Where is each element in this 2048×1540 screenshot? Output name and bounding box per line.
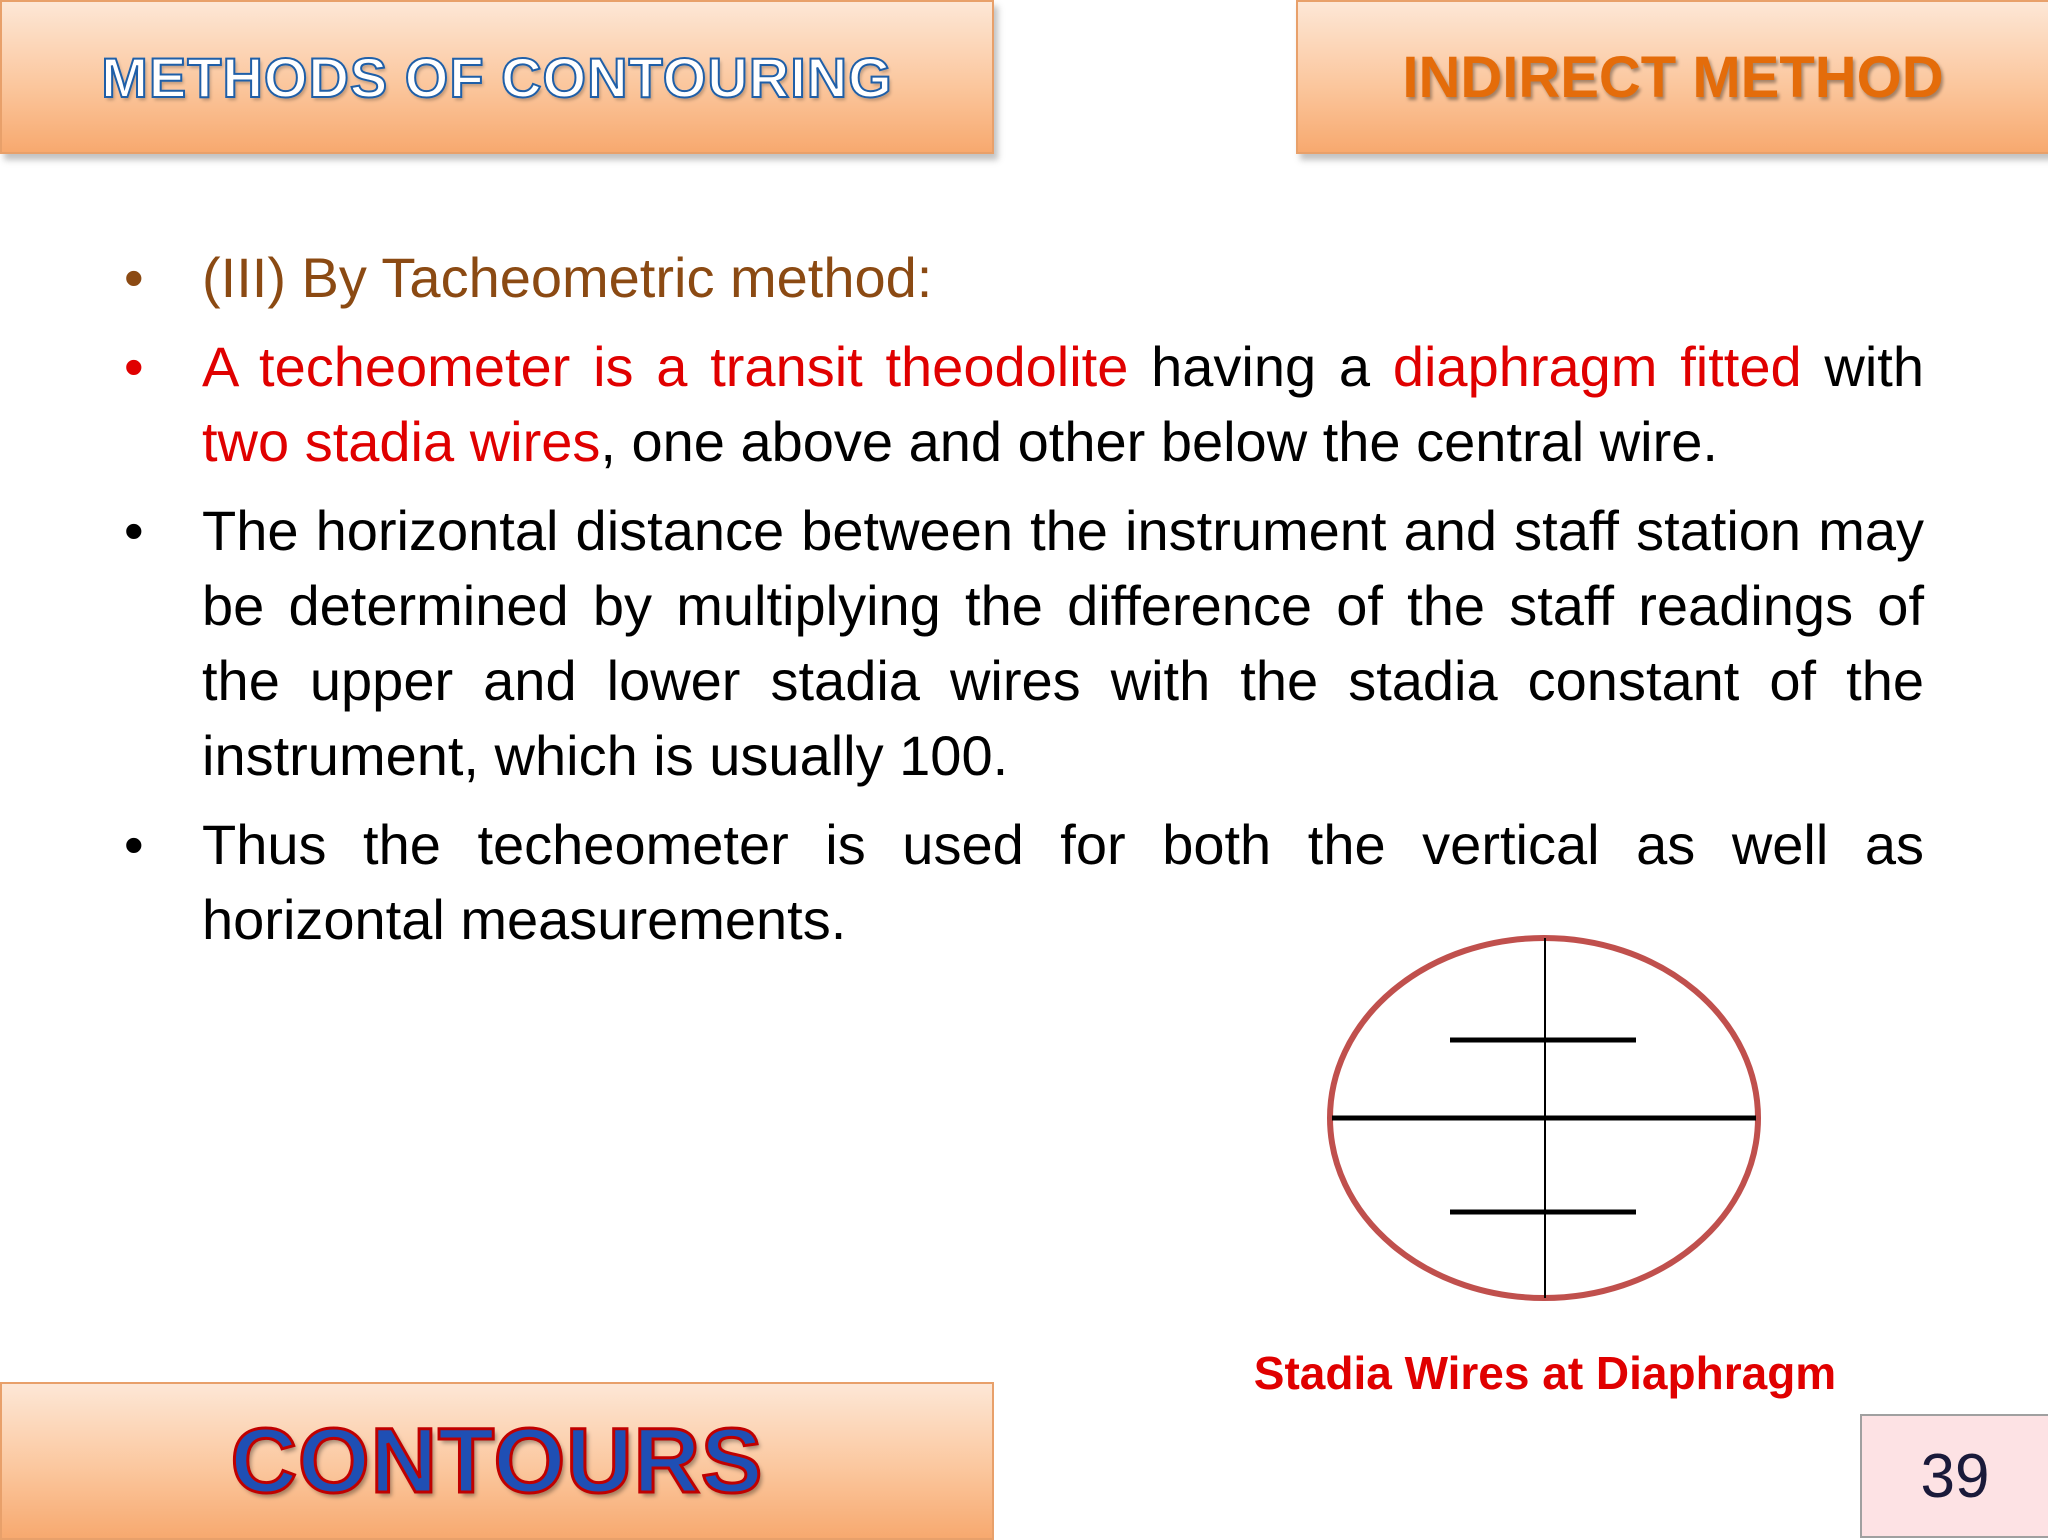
definition-highlight-1: A techeometer is a transit theodolite xyxy=(202,335,1129,398)
usage-text: Thus the techeometer is used for both the vertical as well as horizontal measurements. xyxy=(202,813,1924,951)
definition-highlight-2: diaphragm fitted xyxy=(1392,335,1802,398)
definition-highlight-3: two stadia wires xyxy=(202,410,601,473)
definition-text-2: with xyxy=(1801,335,1924,398)
definition-text-1: having a xyxy=(1128,335,1393,398)
footer-banner xyxy=(0,1382,994,1540)
section-title: METHODS OF CONTOURING xyxy=(101,45,893,109)
page-number-box xyxy=(1860,1414,2048,1538)
bullet-heading xyxy=(118,240,1924,315)
header-right-banner xyxy=(1296,0,2048,154)
header-left-banner xyxy=(0,0,994,154)
stadia-diaphragm-diagram xyxy=(1320,930,1770,1310)
diagram-caption: Stadia Wires at Diaphragm xyxy=(1253,1347,1837,1399)
footer-title: CONTOURS xyxy=(230,1409,764,1512)
horizontal-distance-text: The horizontal distance between the instrument and staff station may be determined by multiplying the difference of the staff readings of the upper and lower stadia wires with the stadia constant of the instrument, which is usually 100. xyxy=(202,499,1924,787)
definition-text-3: , one above and other below the central wire. xyxy=(600,410,1718,473)
bullet-horizontal-distance xyxy=(118,493,1924,793)
heading-text: (III) By Tacheometric method: xyxy=(202,246,933,309)
page-number: 39 xyxy=(1920,1441,1990,1511)
slide-content xyxy=(118,240,1924,971)
subsection-title: INDIRECT METHOD xyxy=(1402,44,1944,110)
bullet-definition xyxy=(118,329,1924,479)
